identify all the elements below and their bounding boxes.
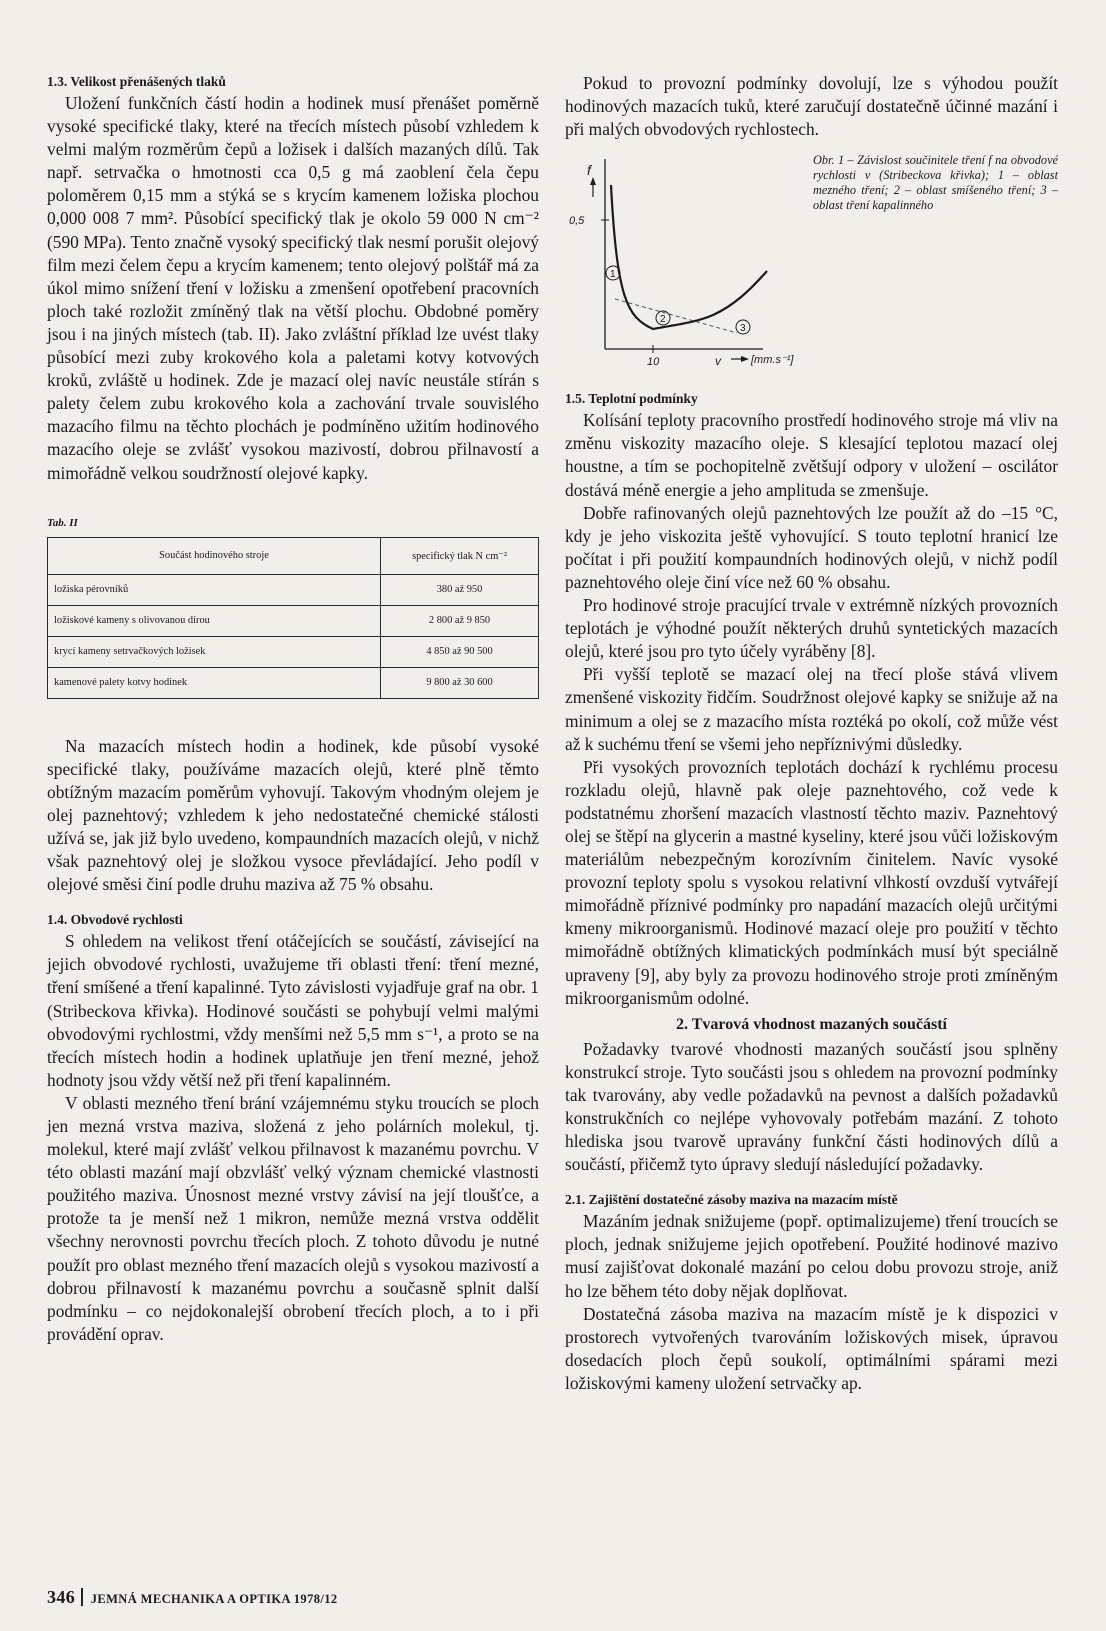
right-column — [565, 72, 1058, 1395]
table-header: Součást hodinového stroje — [48, 537, 381, 574]
figure-caption: Obr. 1 – Závislost součinitele tření f na obvodové rychlosti v (Stribeckova křivka); 1 – oblast mezného tření; 2 – oblast smíšeného tření; 3 – oblast tření kapalinného — [813, 153, 1058, 213]
table-cell: 380 až 950 — [381, 574, 539, 605]
table-cell: krycí kameny setrvačkových ložisek — [48, 636, 381, 667]
table-row — [48, 574, 539, 605]
paragraph: Požadavky tvarové vhodnosti mazaných součástí jsou splněny konstrukcí stroje. Tyto součásti jsou s ohledem na provozní podmínky tak tvarovány, aby vedle požadavků na pevnost a dalších požadavků konstrukčních co nejlépe vyhovovaly potřebám mazání. Z tohoto hlediska jsou tvarově upravány funkční části hodinových dílů a součástí, přičemž tyto úpravy sledují následující požadavky. — [565, 1038, 1058, 1175]
table-cell: 2 800 až 9 850 — [381, 605, 539, 636]
paragraph: Kolísání teploty pracovního prostředí hodinového stroje má vliv na změnu viskozity mazacího oleje. S klesající teplotou mazací olej houstne, a tím se pochopitelně zvětšují odpory v uložení – oscilátor dostává méně energie a jeho amplituda se zmenšuje. — [565, 410, 1058, 500]
stribeck-curve — [611, 185, 767, 329]
paragraph: Na mazacích místech hodin a hodinek, kde působí vysoké specifické tlaky, používáme mazacích olejů, které plně těmto obtížným mazacím poměrům vyhovují. Takovým vhodným olejem je olej paznehtový; vzhledem k jeho nedostatečné chemické stálosti užívá se, jak již bylo uvedeno, kompaundních mazacích olejů, v nichž však paznehtový olej je složkou vysoce převládající. Jeho podíl v olejové směsi činí podle druhu maziva až 75 % obsahu. — [47, 735, 539, 895]
table-label: Tab. II — [47, 516, 78, 529]
y-arrow-icon — [590, 177, 596, 185]
paragraph: Pokud to provozní podmínky dovolují, lze s výhodou použít hodinových mazacích tuků, které zaručují dostatečně účinné mazání i při malých obvodových rychlostech. — [565, 73, 1058, 140]
table-cell: 4 850 až 90 500 — [381, 636, 539, 667]
x-axis-unit: [mm.s⁻¹] — [751, 354, 794, 367]
pressure-table — [47, 537, 539, 699]
y-tick-label: 0,5 — [569, 215, 585, 228]
paragraph: Mazáním jednak snižujeme (popř. optimalizujeme) tření troucích se ploch, jednak snižujeme jejich opotřebení. Použité hodinové mazivo musí zajišťovat dokonalé mazání po celou dobu provozu stroje, aniž ho lze během této doby nějak doplňovat. — [565, 1211, 1058, 1301]
region-2-label: 2 — [660, 314, 666, 326]
table-row — [48, 605, 539, 636]
paragraph: Při vysokých provozních teplotách dochází k rychlému procesu rozkladu olejů, hlavně pak oleje paznehtového, což vede k podstatnému zhoršení mazacích vlastností těchto maziv. Paznehtový olej se štěpí na glycerin a mastné kyseliny, které jsou vůči ložiskovým materiálům nebezpečným korozívním činitelem. Navíc vysoké provozní teploty spolu s vysokou relativní vlhkostí ovzduší vytvářejí mimořádně příznivé podmínky pro napadání mazacích olejů určitými kmeny mikroorganismů. Hodinové mazací oleje pro použití v těchto mimořádně obtížných klimatických podmínkách musí být speciálně upraveny [9], aby byly za provozu hodinového stroje proti zmíněným mikroorganismům odolné. — [565, 756, 1058, 1008]
footer-divider — [81, 1588, 83, 1606]
page-footer — [47, 1587, 338, 1608]
dashed-tangent — [615, 299, 737, 333]
journal-title: JEMNÁ MECHANIKA A OPTIKA 1978/12 — [90, 1592, 338, 1606]
page-number: 346 — [47, 1587, 76, 1607]
table-header-row — [48, 537, 539, 574]
table-cell: ložiskové kameny s olivovanou dírou — [48, 605, 381, 636]
stribeck-figure — [565, 149, 1058, 389]
table-header: specifický tlak N cm⁻² — [381, 537, 539, 574]
paragraph: Pro hodinové stroje pracující trvale v extrémně nízkých provozních teplotách je výhodné použít některých druhů syntetických mazacích olejů, které jsou pro tyto účely vyráběny [8]. — [565, 595, 1058, 662]
left-column — [47, 72, 539, 1346]
section-heading-1-3: 1.3. Velikost přenášených tlaků — [47, 74, 226, 89]
paragraph: Dostatečná zásoba maziva na mazacím místě je k dispozici v prostorech vytvořených tvarováním ložiskových misek, úpravou dosedacích ploch čepů soukolí, optimálními spárami mezi ložiskovými kameny uložení setrvačky ap. — [565, 1303, 1058, 1393]
table-cell: ložiska pérovníků — [48, 574, 381, 605]
x-axis-label: v — [715, 354, 721, 369]
section-heading-1-5: 1.5. Teplotní podmínky — [565, 391, 698, 407]
x-tick-label: 10 — [647, 356, 660, 369]
region-1-label: 1 — [610, 269, 616, 281]
chapter-heading-2: 2. Tvarová vhodnost mazaných součástí — [676, 1015, 947, 1033]
table-cell: kamenové palety kotvy hodinek — [48, 667, 381, 698]
table-cell: 9 800 až 30 600 — [381, 667, 539, 698]
y-axis-label: f — [587, 162, 591, 179]
x-arrow-icon — [741, 356, 749, 362]
paragraph: Dobře rafinovaných olejů paznehtových lze použít až do –15 °C, kdy je jeho viskozita ještě vyhovující. S touto teplotní hranicí lze počítat i při použití kompaundních hodinových olejů, v nichž podíl paznehtového oleje činí více než 60 % obsahu. — [565, 502, 1058, 592]
paragraph: S ohledem na velikost tření otáčejících se součástí, závisející na jejich obvodové rychlosti, uvažujeme tři oblasti tření: tření mezné, tření smíšené a tření kapalinné. Tyto závislosti vyjadřuje graf na obr. 1 (Stribeckova křivka). Hodinové součásti se pohybují velmi malými obvodovými rychlostmi, vždy menšími než 5,5 mm s⁻¹, a proto se na třecích místech hodin a hodinek uplatňuje jen tření mezné, jehož hodnoty jsou vždy větší než při tření kapalinném. — [47, 931, 539, 1090]
paragraph: V oblasti mezného tření brání vzájemnému styku troucích se ploch jen mezná vrstva maziva, složená z jeho polárních molekul, tj. molekul, které mají zvlášť velkou přilnavost k mazanému povrchu. V této oblasti mazání mají obzvlášť velký význam chemické vlastnosti použitého maziva. Únosnost mezné vrstvy závisí na její tloušťce, a protože ta je menší než 1 mikron, nemůže mezná vrstva oddělit všechny nerovnosti povrchu třecích ploch. Z tohoto důvodu je nutné použít pro oblast mezného tření mazacích olejů s vysokou mazivostí a dobrou přilnavostí k mazanému povrchu a současně splnit další podmínku – co nejdokonalejší obrobení třecích ploch, a to i při provádění oprav. — [47, 1092, 539, 1344]
paragraph: Při vyšší teplotě se mazací olej na třecí ploše stává vlivem zmenšené viskozity řidčím. Soudržnost olejové kapky se snižuje až na minimum a olej se z mazacího místa roztéká po okolí, což může vést až k suchému tření se všemi jeho nepříznivými důsledky. — [565, 664, 1058, 754]
region-3-label: 3 — [740, 323, 746, 335]
paragraph: Uložení funkčních částí hodin a hodinek musí přenášet poměrně vysoké specifické tlaky, které na třecích místech působí vzhledem k velmi malým rozměrům čepů a ložisek i dalších mazaných dílů. Tak např. setrvačka o hmotnosti cca 0,5 g má zaoblení čela čepu poloměrem 0,15 mm a stýká se s krycím kamenem ložiska plochou 0,000 008 7 mm². Působící specifický tlak je okolo 59 000 N cm⁻² (590 MPa). Tento značně vysoký specifický tlak nesmí porušit olejový film mezi čelem čepu a krycím kamenem; tento olejový polštář má za úkol mimo snížení tření v ložisku a zmenšení opotřebení pracovních ploch také rozložit zmíněný tlak na větší plochu. Obdobné poměry jsou i na jiných místech (tab. II). Jako zvláštní příklad lze uvést tlaky působící mezi zuby krokového kola a paletami kotvy kotvových kroků, zvláště u hodinek. Zde je mazací olej navíc neustále stírán s palety čelem zubu krokového kola a zachování trvale souvislého mazacího filmu na těchto plochách je podmíněno užitím hodinového mazacího oleje se zvlášť vysokou mazivostí, dobrou přilnavostí a mimořádně velkou soudržností olejové kapky. — [47, 93, 539, 483]
section-heading-1-4: 1.4. Obvodové rychlosti — [47, 912, 183, 928]
table-row — [48, 636, 539, 667]
stribeck-curve-graph — [565, 149, 805, 384]
table-row — [48, 667, 539, 698]
section-heading-2-1: 2.1. Zajištění dostatečné zásoby maziva na mazacím místě — [565, 1192, 898, 1208]
